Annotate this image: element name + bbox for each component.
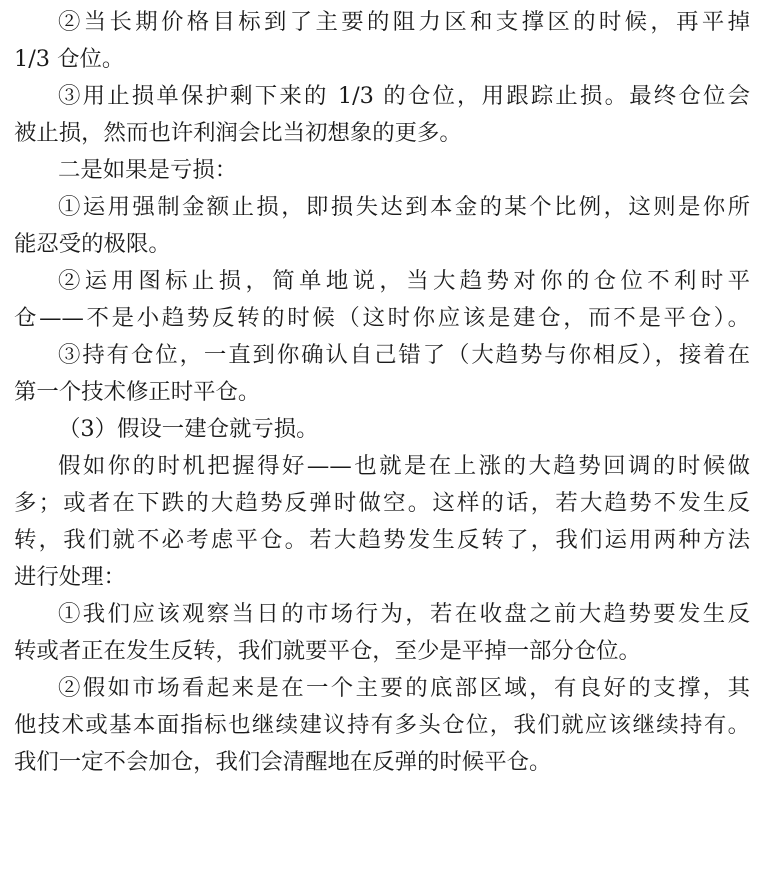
text-line: ①我们应该观察当日的市场行为，若在收盘之前大趋势要发生反 (58, 601, 750, 627)
text-line: 我们一定不会加仓，我们会清醒地在反弹的时候平仓。 (14, 749, 552, 775)
text-line: ①运用强制金额止损，即损失达到本金的某个比例，这则是你所 (58, 194, 750, 220)
text-line: 假如你的时机把握得好——也就是在上涨的大趋势回调的时候做 (58, 453, 750, 479)
text-line: 转或者正在发生反转，我们就要平仓，至少是平掉一部分仓位。 (14, 638, 641, 664)
document-page (14, 6, 750, 783)
text-line: ③用止损单保护剩下来的 1/3 的仓位，用跟踪止损。最终仓位会 (58, 83, 750, 109)
text-line: 仓——不是小趋势反转的时候（这时你应该是建仓，而不是平仓）。 (14, 305, 750, 331)
text-line: ②运用图标止损，简单地说，当大趋势对你的仓位不利时平 (58, 268, 750, 294)
text-line: 二是如果是亏损： (58, 157, 238, 183)
text-line: 转，我们就不必考虑平仓。若大趋势发生反转了，我们运用两种方法 (14, 527, 750, 553)
text-line: ②假如市场看起来是在一个主要的底部区域，有良好的支撑，其 (58, 675, 750, 701)
text-line: 能忍受的极限。 (14, 231, 171, 257)
text-line: ②当长期价格目标到了主要的阻力区和支撑区的时候，再平掉 (58, 9, 750, 35)
text-line: （3）假设一建仓就亏损。 (58, 416, 319, 442)
text-line: 1/3 仓位。 (14, 46, 125, 72)
text-line: 第一个技术修正时平仓。 (14, 379, 261, 405)
text-line: 被止损，然而也许利润会比当初想象的更多。 (14, 120, 462, 146)
text-line: 他技术或基本面指标也继续建议持有多头仓位，我们就应该继续持有。 (14, 712, 750, 738)
text-line: 多；或者在下跌的大趋势反弹时做空。这样的话，若大趋势不发生反 (14, 490, 750, 516)
text-line: 进行处理： (14, 564, 126, 590)
text-line: ③持有仓位，一直到你确认自己错了（大趋势与你相反），接着在 (58, 342, 750, 368)
